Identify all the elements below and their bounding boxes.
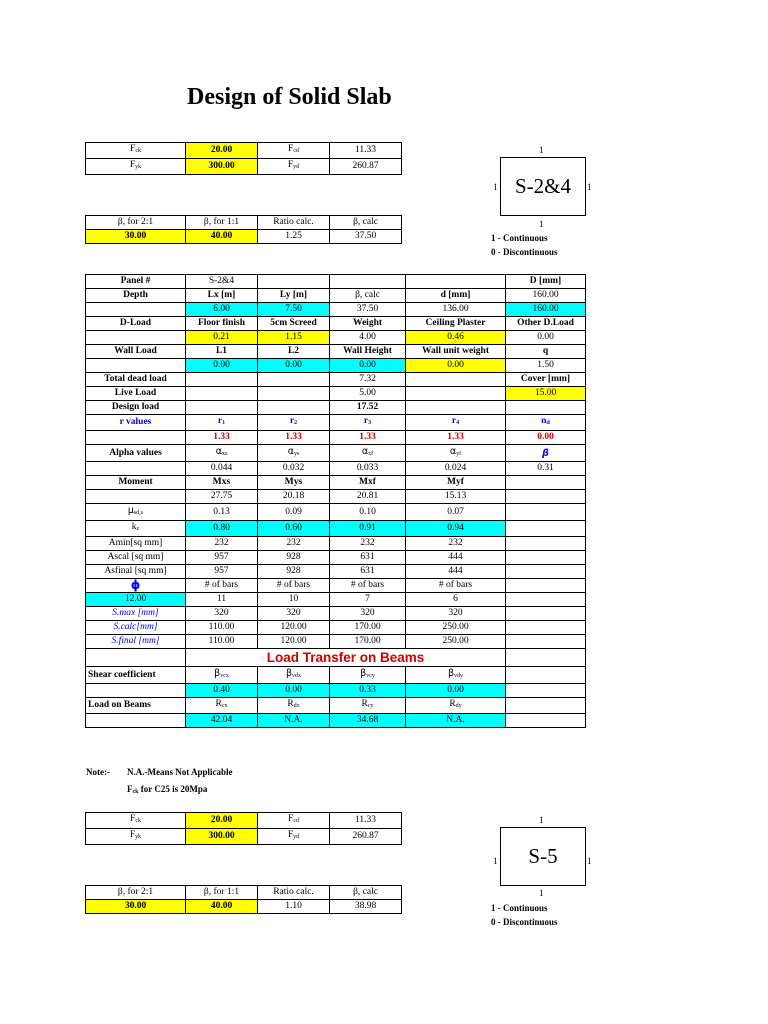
table-row: S.calc[mm] 110.00 120.00 170.00 250.00	[86, 621, 586, 635]
beta-table-1	[85, 215, 402, 244]
beta-2-1-value[interactable]: 30.00	[86, 900, 186, 914]
table-row: 0.044 0.032 0.033 0.024 0.31	[86, 462, 586, 476]
fck-value[interactable]: 20.00	[186, 143, 258, 159]
legend-discontinuous: 0 - Discontinuous	[491, 917, 558, 927]
ratio-calc-value: 1.25	[258, 230, 330, 244]
panel-top-edge: 1	[539, 145, 544, 155]
beta-1-1-label: β, for 1:1	[186, 216, 258, 230]
load-transfer-title: Load Transfer on Beams	[186, 649, 506, 667]
panel-diagram: S-5	[500, 827, 586, 886]
table-row: Wall Load L1 L2 Wall Height Wall unit weight q	[86, 345, 586, 359]
note-line-2: Fck for C25 is 20Mpa	[127, 784, 208, 795]
ratio-calc-label: Ratio calc.	[258, 886, 330, 900]
beta-2-1-value[interactable]: 30.00	[86, 230, 186, 244]
table-row: 0.00 0.00 0.00 0.00 1.50	[86, 359, 586, 373]
fyd-label: Fyd	[258, 829, 330, 845]
fyk-label: Fyk	[86, 159, 186, 175]
fyk-value[interactable]: 300.00	[186, 159, 258, 175]
panel-right-edge: 1	[587, 182, 592, 192]
table-row: 27.75 20.18 20.81 15.13	[86, 490, 586, 504]
table-row: Ascal [sq mm] 957 928 631 444	[86, 551, 586, 565]
fcd-label: Fcd	[258, 143, 330, 159]
beta-calc-value: 38.98	[330, 900, 402, 914]
fcd-value: 11.33	[330, 813, 402, 829]
table-row: Asfinal [sq mm] 957 928 631 444	[86, 565, 586, 579]
beta-calc-label: β, calc	[330, 216, 402, 230]
panel-bottom-edge: 1	[539, 888, 544, 898]
ratio-calc-value: 1.10	[258, 900, 330, 914]
beta-1-1-label: β, for 1:1	[186, 886, 258, 900]
table-row: Amin[sq mm] 232 232 232 232	[86, 537, 586, 551]
table-row: Depth Lx [m] Ly [m] β, calc d [mm] 160.00	[86, 289, 586, 303]
note-line-1: N.A.-Means Not Applicable	[127, 767, 233, 777]
table-row: S.final [mm] 110.00 120.00 170.00 250.00	[86, 635, 586, 649]
table-row: μsd,s 0.13 0.09 0.10 0.07	[86, 504, 586, 521]
fck-label: Fck	[86, 813, 186, 829]
material-table-2	[85, 812, 402, 845]
beta-calc-value: 37.50	[330, 230, 402, 244]
fyd-label: Fyd	[258, 159, 330, 175]
beta-2-1-label: β, for 2:1	[86, 216, 186, 230]
fck-value[interactable]: 20.00	[186, 813, 258, 829]
table-row: 1.33 1.33 1.33 1.33 0.00	[86, 431, 586, 445]
panel-top-edge: 1	[539, 815, 544, 825]
table-row: Design load 17.52	[86, 401, 586, 415]
table-row: Shear coefficient βvcx βvdx βvcy βvdy	[86, 667, 586, 684]
fyd-value: 260.87	[330, 829, 402, 845]
table-row: Live Load 5.00 15.00	[86, 387, 586, 401]
table-row: 12.00 11 10 7 6	[86, 593, 586, 607]
panel-right-edge: 1	[587, 856, 592, 866]
table-row: 0.40 0.00 0.33 0.00	[86, 684, 586, 698]
page-title: Design of Solid Slab	[187, 84, 392, 110]
legend-continuous: 1 - Continuous	[491, 903, 548, 913]
note-label: Note:-	[86, 767, 110, 777]
ratio-calc-label: Ratio calc.	[258, 216, 330, 230]
table-row: Load on Beams Rcx Rdx Rcy Rdy	[86, 698, 586, 714]
table-row: ϕ # of bars # of bars # of bars # of bars	[86, 579, 586, 593]
beta-1-1-value[interactable]: 40.00	[186, 230, 258, 244]
table-row	[86, 649, 586, 667]
panel-left-edge: 1	[493, 182, 498, 192]
table-row: D-Load Floor finish 5cm Screed Weight Ceiling Plaster Other D.Load	[86, 317, 586, 331]
fcd-label: Fcd	[258, 813, 330, 829]
fyk-label: Fyk	[86, 829, 186, 845]
table-row: Moment Mxs Mys Mxf Myf	[86, 476, 586, 490]
fcd-value: 11.33	[330, 143, 402, 159]
beta-calc-label: β, calc	[330, 886, 402, 900]
fyd-value: 260.87	[330, 159, 402, 175]
table-row: Alpha values αxs αys αxf αyf β	[86, 445, 586, 462]
panel-bottom-edge: 1	[539, 219, 544, 229]
legend-continuous: 1 - Continuous	[491, 233, 548, 243]
legend-discontinuous: 0 - Discontinuous	[491, 247, 558, 257]
table-row: kz 0.80 0.60 0.91 0.94	[86, 521, 586, 537]
panel-left-edge: 1	[493, 856, 498, 866]
table-row: Total dead load 7.32 Cover [mm]	[86, 373, 586, 387]
table-row: 6.00 7.50 37.50 136.00 160.00	[86, 303, 586, 317]
beta-table-2	[85, 885, 402, 914]
slab-design-table	[85, 274, 586, 728]
fck-label: Fck	[86, 143, 186, 159]
table-row: r values r1 r2 r3 r4 nd	[86, 415, 586, 431]
table-row: 0.21 1.15 4.00 0.46 0.00	[86, 331, 586, 345]
fyk-value[interactable]: 300.00	[186, 829, 258, 845]
beta-1-1-value[interactable]: 40.00	[186, 900, 258, 914]
beta-2-1-label: β, for 2:1	[86, 886, 186, 900]
table-row: 42.04 N.A. 34.68 N.A.	[86, 714, 586, 728]
material-table-1	[85, 142, 402, 175]
table-row: S.max [mm] 320 320 320 320	[86, 607, 586, 621]
panel-diagram: S-2&4	[500, 157, 586, 216]
table-row: Panel # S-2&4 D [mm]	[86, 275, 586, 289]
